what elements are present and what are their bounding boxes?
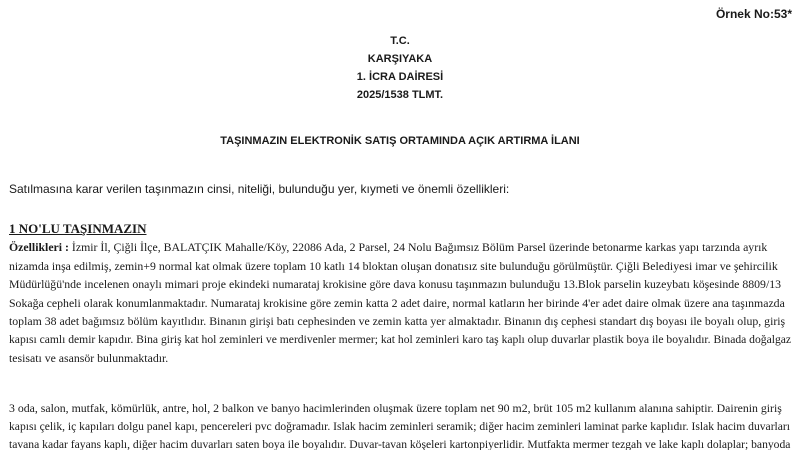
- paragraph-line: Sokağa cepheli olarak konumlanmaktadır. Numarataj krokisine göre zemin katta 2 adet daire, normal katların her birinde 4'er adet daire olmak üzere ana taşınmazda: [9, 295, 785, 310]
- header-country: T.C.: [390, 35, 410, 47]
- property-heading: 1 NO'LU TAŞINMAZIN: [9, 221, 147, 236]
- paragraph-line: [9, 238, 791, 257]
- paragraph-line: Müdürlüğü'nde incelenen onaylı mimari proje ekindeki numarataj krokisine göre dava konusu taşınmazın bulunduğu 13.Blok parselin kuzeybatı köşesinde 8809/13: [9, 277, 782, 291]
- paragraph-line: kapısı çelik, iç kapıları dolgu panel kapı, pencereleri pvc doğramadır. Islak hacim zeminleri seramik; diğer hacim zeminleri laminat parke kaplıdır. Islak hacim duvarları: [9, 419, 790, 433]
- court-header: [0, 32, 800, 104]
- paragraph-line: 3 oda, salon, mutfak, kömürlük, antre, hol, 2 balkon ve banyo hacimlerinden oluşmak üzere toplam net 90 m2, brüt 105 m2 kullanım alanına sahiptir. Dairenin giriş: [9, 401, 782, 415]
- paragraph-line: tesisatı ve asansör bulunmaktadır.: [9, 351, 169, 365]
- apartment-details-paragraph: [9, 399, 791, 450]
- paragraph-line: nizamda inşa edilmiş, zemin+9 normal kat olmak üzere toplam 10 katlı 14 bloktan oluşan donatısız site bulunduğu görülmüştür. Çiğli Belediyesi imar ve şehircilik: [9, 258, 778, 273]
- paragraph-line: toplam 38 adet bağımsız bölüm kayıtlıdır. Binanın girişi batı cephesinden ve zemin katta yer almaktadır. Binanın dış cephesi standart dış boyası ile boyalı olup, giriş: [9, 314, 786, 328]
- notice-title: TAŞINMAZIN ELEKTRONİK SATIŞ ORTAMINDA AÇIK ARTIRMA İLANI: [220, 135, 580, 147]
- paragraph-line: kapısı camlı demir kapıdır. Bina giriş kat hol zeminleri ve merdivenler mermer; kat hol zeminleri karo taş kaplı olup duvarlar plastik boya ile boyalıdır. Binada doğalgaz: [9, 332, 792, 346]
- paragraph-line: tavana kadar fayans kaplı, diğer hacim duvarları saten boya ile boyalıdır. Duvar-tavan köşeleri kartonpiyerlidir. Mutfakta mermer tezgah ve lake kaplı dolaplar; banyoda: [9, 438, 791, 450]
- sample-number: Örnek No:53*: [715, 7, 792, 21]
- paragraph-line-text: İzmir İl, Çiğli İlçe, BALATÇIK Mahalle/Köy, 22086 Ada, 2 Parsel, 24 Nolu Bağımsız Bölüm Parsel üzerinde betonarme karkas yapı tarzında ayrık: [68, 240, 768, 254]
- header-file-number: 2025/1538 TLMT.: [356, 89, 444, 101]
- header-office: 1. İCRA DAİRESİ: [356, 71, 444, 83]
- features-label: Özellikleri :: [9, 240, 69, 254]
- property-features-paragraph: [9, 238, 791, 368]
- intro-text: Satılmasına karar verilen taşınmazın cinsi, niteliği, bulunduğu yer, kıymeti ve önemli özellikleri:: [9, 182, 510, 196]
- header-district: KARŞIYAKA: [367, 53, 433, 65]
